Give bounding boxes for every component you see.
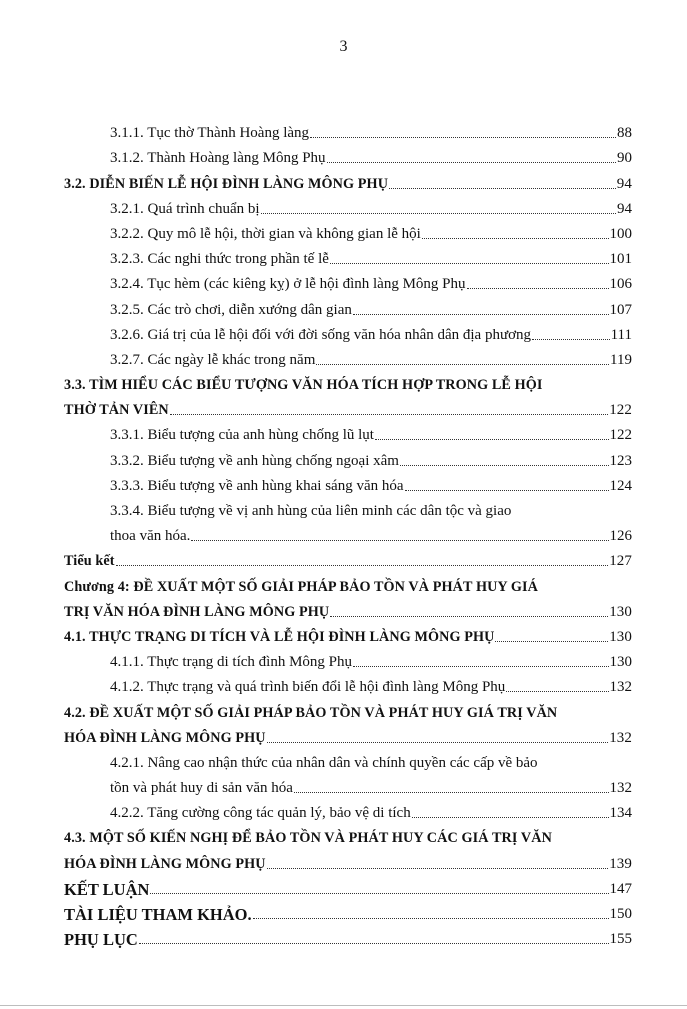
toc-entry-page: 155	[609, 931, 632, 948]
toc-dot-leader	[330, 615, 608, 617]
toc-dot-leader	[375, 438, 609, 440]
toc-entry-page: 111	[610, 326, 632, 343]
toc-entry	[64, 697, 632, 722]
toc-dot-leader	[495, 640, 608, 642]
toc-dot-leader	[532, 338, 610, 340]
toc-entry-title: 4.1. THỰC TRẠNG DI TÍCH VÀ LỄ HỘI ĐÌNH LÀNG MÔNG PHỤ	[64, 628, 495, 645]
toc-entry-title: 3.3.2. Biểu tượng về anh hùng chống ngoại xâm	[110, 452, 399, 469]
toc-dot-leader	[412, 816, 609, 818]
toc-entry-page: 88	[617, 125, 632, 142]
toc-entry-page: 124	[609, 477, 632, 494]
toc-entry-title: 3.2.6. Giá trị của lễ hội đối với đời sống văn hóa nhân dân địa phương	[110, 326, 532, 343]
toc-entry	[64, 244, 632, 269]
toc-entry-title: 4.2.1. Nâng cao nhận thức của nhân dân và chính quyền các cấp về bảo	[110, 754, 538, 771]
toc-entry-page: 132	[609, 780, 632, 797]
toc-dot-leader	[506, 690, 608, 692]
toc-entry-page: 100	[609, 225, 632, 242]
toc-entry-page: 139	[609, 855, 632, 872]
toc-entry-page: 134	[609, 805, 632, 822]
toc-entry-page: 132	[609, 729, 632, 746]
toc-dot-leader	[116, 564, 609, 566]
toc-entry-title: TÀI LIỆU THAM KHẢO.	[64, 905, 252, 924]
toc-entry-title: 3.2.5. Các trò chơi, diễn xướng dân gian	[110, 301, 352, 318]
toc-entry-page: 130	[609, 654, 632, 671]
toc-entry	[64, 874, 632, 899]
toc-entry-title: HÓA ĐÌNH LÀNG MÔNG PHỤ	[64, 729, 266, 746]
toc-entry	[64, 269, 632, 294]
page-bottom-divider	[0, 1005, 687, 1006]
toc-entry-title: HÓA ĐÌNH LÀNG MÔNG PHỤ	[64, 855, 266, 872]
toc-entry	[64, 773, 632, 798]
toc-entry-page: 122	[609, 402, 632, 419]
toc-entry-title: 3.1.2. Thành Hoàng làng Mông Phụ	[110, 150, 326, 167]
toc-entry-page: 127	[609, 553, 632, 570]
toc-entry	[64, 899, 632, 924]
toc-entry-page: 150	[609, 906, 632, 922]
toc-entry-title: tồn và phát huy di sản văn hóa	[110, 780, 293, 797]
toc-dot-leader	[253, 917, 609, 919]
toc-entry-title: 3.2.1. Quá trình chuẩn bị	[110, 200, 260, 217]
toc-entry	[64, 597, 632, 622]
toc-entry-title: 4.1.2. Thực trạng và quá trình biến đổi lễ hội đình làng Mông Phụ	[110, 679, 506, 696]
toc-dot-leader	[467, 287, 609, 289]
toc-entry-title: 3.3.3. Biểu tượng về anh hùng khai sáng văn hóa	[110, 477, 404, 494]
toc-entry	[64, 748, 632, 773]
toc-entry-page: 132	[609, 679, 632, 696]
toc-entry-title: 4.3. MỘT SỐ KIẾN NGHỊ ĐỂ BẢO TỒN VÀ PHÁT HUY CÁC GIÁ TRỊ VĂN	[64, 830, 552, 847]
toc-entry-title: 3.2. DIỄN BIẾN LỄ HỘI ĐÌNH LÀNG MÔNG PHỤ	[64, 175, 389, 192]
toc-entry-page: 119	[610, 351, 632, 368]
toc-entry-title: 4.2.2. Tăng cường công tác quản lý, bảo vệ di tích	[110, 805, 411, 822]
toc-dot-leader	[170, 413, 608, 415]
toc-entry	[64, 143, 632, 168]
toc-dot-leader	[261, 212, 616, 214]
toc-dot-leader	[422, 237, 609, 239]
toc-entry-page: 94	[617, 200, 632, 217]
toc-entry-title: 3.3.1. Biểu tượng của anh hùng chống lũ lụt	[110, 427, 374, 444]
page-number: 3	[339, 38, 348, 55]
toc-entry-title: thoa văn hóa.	[110, 528, 191, 545]
toc-entry	[64, 194, 632, 219]
toc-dot-leader	[353, 665, 608, 667]
toc-dot-leader	[400, 464, 609, 466]
toc-dot-leader	[267, 867, 609, 869]
toc-entry-title: TRỊ VĂN HÓA ĐÌNH LÀNG MÔNG PHỤ	[64, 603, 330, 620]
toc-entry-page: 90	[617, 150, 632, 167]
toc-entry	[64, 647, 632, 672]
toc-entry	[64, 219, 632, 244]
toc-entry	[64, 672, 632, 697]
toc-entry-page: 130	[609, 603, 632, 620]
toc-dot-leader	[294, 791, 609, 793]
toc-entry	[64, 471, 632, 496]
toc-dot-leader	[316, 363, 609, 365]
table-of-contents	[64, 118, 632, 949]
toc-entry	[64, 370, 632, 395]
toc-entry	[64, 420, 632, 445]
toc-entry	[64, 168, 632, 193]
toc-dot-leader	[353, 313, 609, 315]
toc-entry	[64, 521, 632, 546]
toc-entry-page: 130	[609, 628, 632, 645]
toc-entry	[64, 848, 632, 873]
toc-entry-title: 3.1.1. Tục thờ Thành Hoàng làng	[110, 125, 310, 142]
toc-entry	[64, 320, 632, 345]
toc-entry	[64, 546, 632, 571]
toc-entry-title: 3.2.2. Quy mô lễ hội, thời gian và không gian lễ hội	[110, 225, 421, 242]
toc-entry-title: 3.3.4. Biểu tượng về vị anh hùng của liên minh các dân tộc và giao	[110, 503, 512, 519]
toc-entry-page: 126	[609, 528, 632, 545]
toc-dot-leader	[267, 741, 609, 743]
toc-entry	[64, 496, 632, 521]
toc-entry	[64, 345, 632, 370]
toc-entry-page: 106	[609, 276, 632, 293]
toc-entry	[64, 924, 632, 949]
toc-dot-leader	[150, 892, 608, 894]
toc-entry-page: 107	[609, 301, 632, 318]
toc-entry	[64, 622, 632, 647]
toc-entry-page: 101	[609, 251, 632, 268]
toc-dot-leader	[327, 161, 616, 163]
toc-entry	[64, 395, 632, 420]
toc-entry-page: 94	[616, 175, 632, 192]
toc-entry-title: Chương 4: ĐỀ XUẤT MỘT SỐ GIẢI PHÁP BẢO TỒN VÀ PHÁT HUY GIÁ	[64, 578, 539, 595]
toc-dot-leader	[389, 187, 616, 189]
toc-entry-title: Tiểu kết	[64, 553, 115, 570]
toc-entry	[64, 571, 632, 596]
toc-entry	[64, 118, 632, 143]
toc-entry-title: 3.2.4. Tục hèm (các kiêng kỵ) ở lễ hội đình làng Mông Phụ	[110, 276, 466, 293]
toc-dot-leader	[310, 136, 616, 138]
toc-entry	[64, 823, 632, 848]
toc-entry-title: THỜ TẢN VIÊN	[64, 402, 169, 419]
toc-entry-title: 4.2. ĐỀ XUẤT MỘT SỐ GIẢI PHÁP BẢO TỒN VÀ PHÁT HUY GIÁ TRỊ VĂN	[64, 704, 558, 721]
toc-entry	[64, 294, 632, 319]
toc-entry-title: KẾT LUẬN	[64, 879, 150, 899]
toc-dot-leader	[330, 262, 609, 264]
toc-entry-page: 122	[609, 427, 632, 444]
toc-dot-leader	[139, 942, 609, 944]
toc-entry-page: 147	[609, 880, 632, 897]
toc-entry	[64, 445, 632, 470]
toc-entry-page: 123	[609, 452, 632, 469]
toc-entry-title: 4.1.1. Thực trạng di tích đình Mông Phụ	[110, 654, 353, 671]
toc-entry-title: 3.2.7. Các ngày lễ khác trong năm	[110, 351, 316, 368]
toc-entry-title: PHỤ LỤC	[64, 930, 138, 950]
toc-entry-title: 3.2.3. Các nghi thức trong phần tế lễ	[110, 251, 329, 268]
toc-dot-leader	[191, 539, 608, 541]
toc-entry	[64, 723, 632, 748]
toc-entry	[64, 798, 632, 823]
toc-dot-leader	[405, 489, 609, 491]
toc-entry-title: 3.3. TÌM HIỂU CÁC BIỂU TƯỢNG VĂN HÓA TÍCH HỢP TRONG LỄ HỘI	[64, 377, 543, 394]
